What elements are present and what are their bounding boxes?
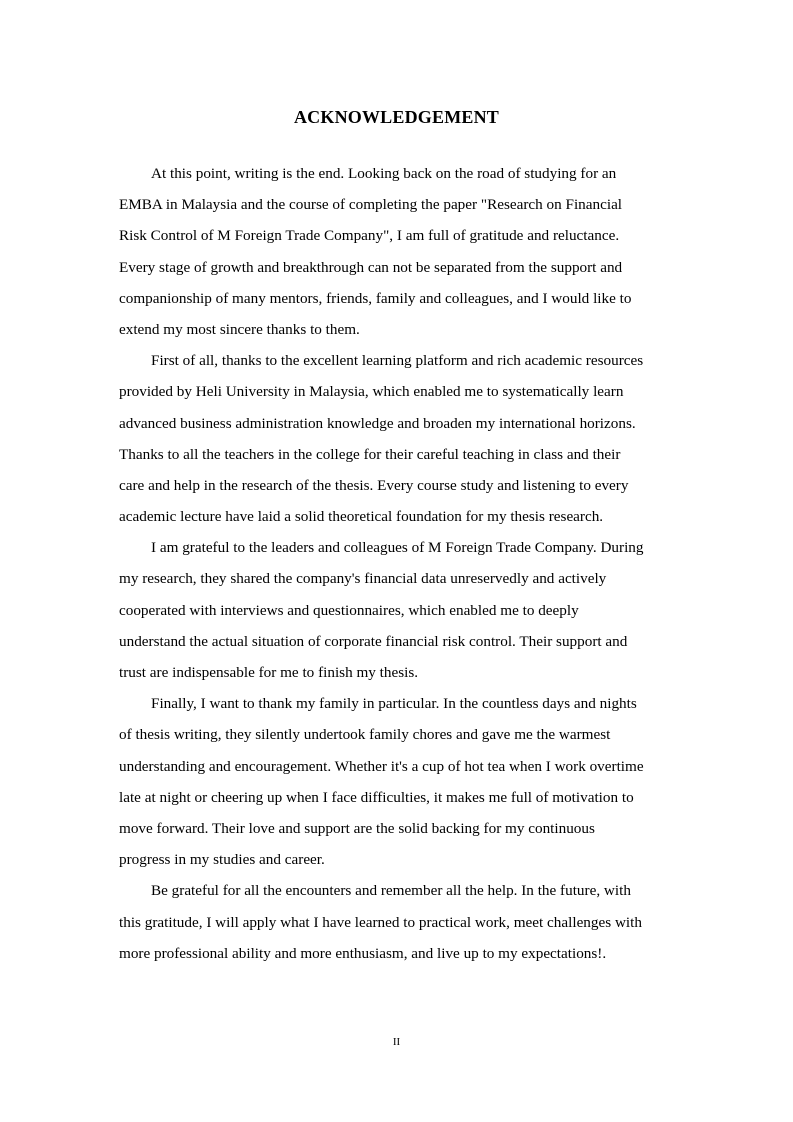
text-line: I am grateful to the leaders and colleagues of M Foreign Trade Company. During bbox=[151, 539, 644, 557]
text-line: more professional ability and more enthusiasm, and live up to my expectations!. bbox=[119, 944, 607, 962]
page-title: ACKNOWLEDGEMENT bbox=[293, 107, 500, 127]
text-line: my research, they shared the company's financial data unreservedly and actively bbox=[119, 570, 607, 588]
text-line: move forward. Their love and support are the solid backing for my continuous bbox=[119, 819, 595, 837]
paragraph bbox=[119, 158, 679, 345]
text-line: Every stage of growth and breakthrough can not be separated from the support and bbox=[119, 258, 623, 276]
text-line: care and help in the research of the thesis. Every course study and listening to every bbox=[119, 476, 629, 494]
text-line: cooperated with interviews and questionnaires, which enabled me to deeply bbox=[119, 601, 579, 619]
text-line: trust are indispensable for me to finish my thesis. bbox=[119, 664, 419, 681]
body-text bbox=[119, 158, 679, 969]
text-line: late at night or cheering up when I face difficulties, it makes me full of motivation to bbox=[119, 788, 634, 806]
text-line: First of all, thanks to the excellent learning platform and rich academic resources bbox=[151, 352, 644, 370]
text-line: Thanks to all the teachers in the college for their careful teaching in class and their bbox=[119, 445, 621, 463]
text-line: provided by Heli University in Malaysia, which enabled me to systematically learn bbox=[119, 383, 624, 401]
text-line: progress in my studies and career. bbox=[119, 851, 325, 869]
text-line: understanding and encouragement. Whether it's a cup of hot tea when I work overtime bbox=[119, 757, 644, 775]
text-line: Finally, I want to thank my family in particular. In the countless days and nights bbox=[151, 695, 637, 713]
paragraph bbox=[119, 688, 679, 875]
paragraph bbox=[119, 345, 679, 532]
text-line: advanced business administration knowledge and broaden my international horizons. bbox=[119, 414, 636, 432]
text-line: companionship of many mentors, friends, family and colleagues, and I would like to bbox=[119, 289, 632, 307]
text-line: Be grateful for all the encounters and remember all the help. In the future, with bbox=[151, 882, 631, 900]
paragraph bbox=[119, 875, 679, 969]
page-number: II bbox=[392, 1036, 401, 1048]
text-line: understand the actual situation of corporate financial risk control. Their support and bbox=[119, 632, 628, 650]
text-line: Risk Control of M Foreign Trade Company", I am full of gratitude and reluctance. bbox=[119, 227, 620, 245]
text-line: EMBA in Malaysia and the course of completing the paper "Research on Financial bbox=[119, 196, 623, 214]
paragraph bbox=[119, 532, 679, 688]
text-line: academic lecture have laid a solid theoretical foundation for my thesis research. bbox=[119, 508, 604, 526]
text-line: this gratitude, I will apply what I have learned to practical work, meet challenges with bbox=[119, 913, 642, 931]
text-line: extend my most sincere thanks to them. bbox=[119, 320, 360, 338]
text-line: At this point, writing is the end. Looking back on the road of studying for an bbox=[151, 165, 617, 182]
text-line: of thesis writing, they silently undertook family chores and gave me the warmest bbox=[119, 726, 611, 744]
